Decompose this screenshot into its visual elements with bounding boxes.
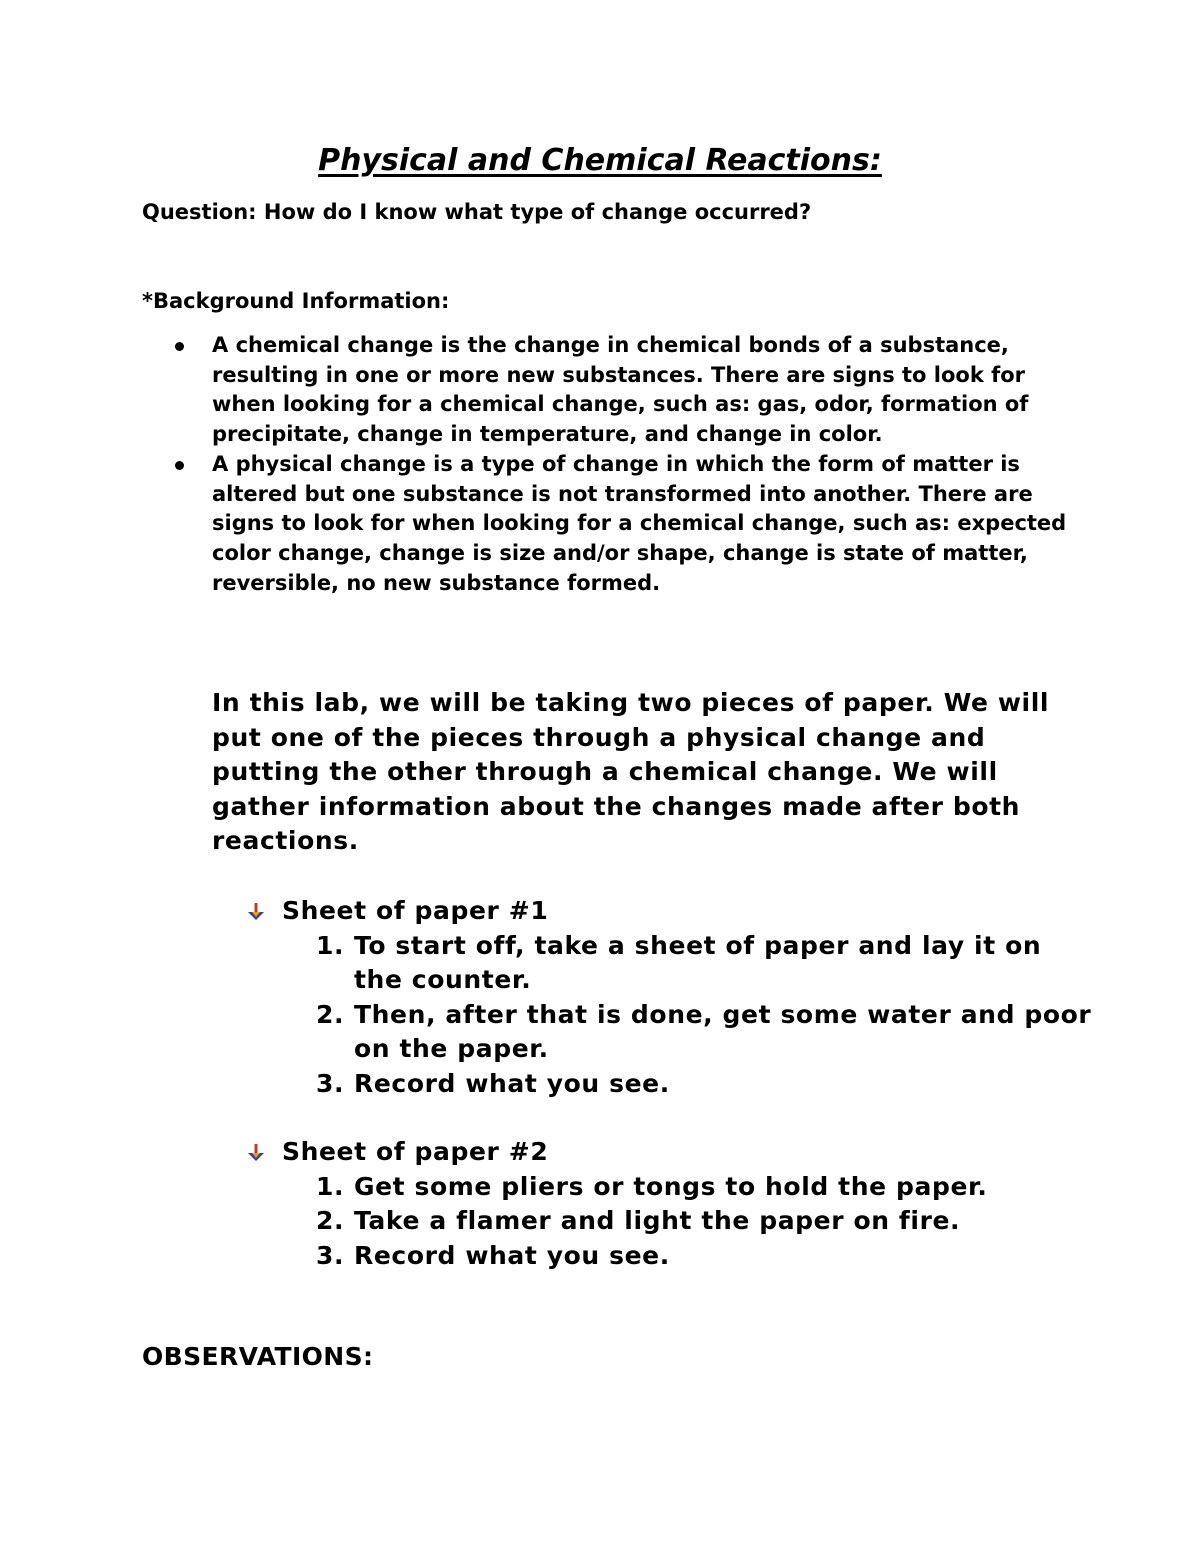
step-text: To start off, take a sheet of paper and lay it on the counter. — [354, 930, 1042, 995]
step-item — [246, 998, 1096, 1067]
step-number: 1. — [316, 930, 345, 960]
bullet-dot-icon — [175, 342, 184, 351]
sheet-heading-label: Sheet of paper #1 — [282, 896, 549, 925]
question-text: Question: How do I know what type of change occurred? — [142, 200, 812, 224]
step-item — [246, 929, 1096, 998]
background-bullet-chemical — [142, 331, 1082, 450]
bullet-dot-icon — [175, 461, 184, 470]
sheet-steps-list — [246, 929, 1096, 1102]
step-text: Take a flamer and light the paper on fire. — [354, 1206, 961, 1236]
sheet-heading — [246, 894, 1096, 929]
lab-intro-paragraph: In this lab, we will be taking two pieces of paper. We will put one of the pieces through a physical change and putting the other through a chemical change. We will gather information about the changes made after both reactions. — [212, 688, 1050, 856]
background-bullet-physical — [142, 450, 1082, 599]
step-item — [246, 1204, 1096, 1239]
step-number: 3. — [316, 1068, 345, 1098]
step-item — [246, 1239, 1096, 1274]
sheet-section-1 — [246, 894, 1096, 1102]
sheet-section-2 — [246, 1135, 1096, 1273]
sheet-steps-list — [246, 1170, 1096, 1274]
bullet-text: A physical change is a type of change in which the form of matter is altered but one substance is not transformed into another. There are signs to look for when looking for a chemical change, such as: expected color change, change is size and/or shape, change is state of matter, reversible, no new substance formed. — [212, 451, 1067, 595]
arrow-down-icon — [246, 1144, 266, 1162]
arrow-down-icon — [246, 903, 266, 921]
step-text: Record what you see. — [354, 1068, 670, 1098]
step-number: 3. — [316, 1240, 345, 1270]
background-bullet-list — [142, 331, 1082, 598]
background-heading: *Background Information: — [142, 289, 450, 313]
step-text: Record what you see. — [354, 1240, 670, 1270]
observations-heading: OBSERVATIONS: — [142, 1342, 374, 1371]
step-item — [246, 1170, 1096, 1205]
step-number: 2. — [316, 999, 345, 1029]
step-text: Then, after that is done, get some water and poor on the paper. — [354, 999, 1092, 1064]
sheet-heading — [246, 1135, 1096, 1170]
sheet-heading-label: Sheet of paper #2 — [282, 1137, 549, 1166]
step-text: Get some pliers or tongs to hold the paper. — [354, 1171, 988, 1201]
step-number: 1. — [316, 1171, 345, 1201]
step-number: 2. — [316, 1206, 345, 1236]
document-title: Physical and Chemical Reactions: — [318, 143, 882, 178]
bullet-text: A chemical change is the change in chemical bonds of a substance, resulting in one or more new substances. There are signs to look for when looking for a chemical change, such as: gas, odor, formation of precipitate, change in temperature, and change in color. — [212, 333, 1029, 447]
step-item — [246, 1067, 1096, 1102]
